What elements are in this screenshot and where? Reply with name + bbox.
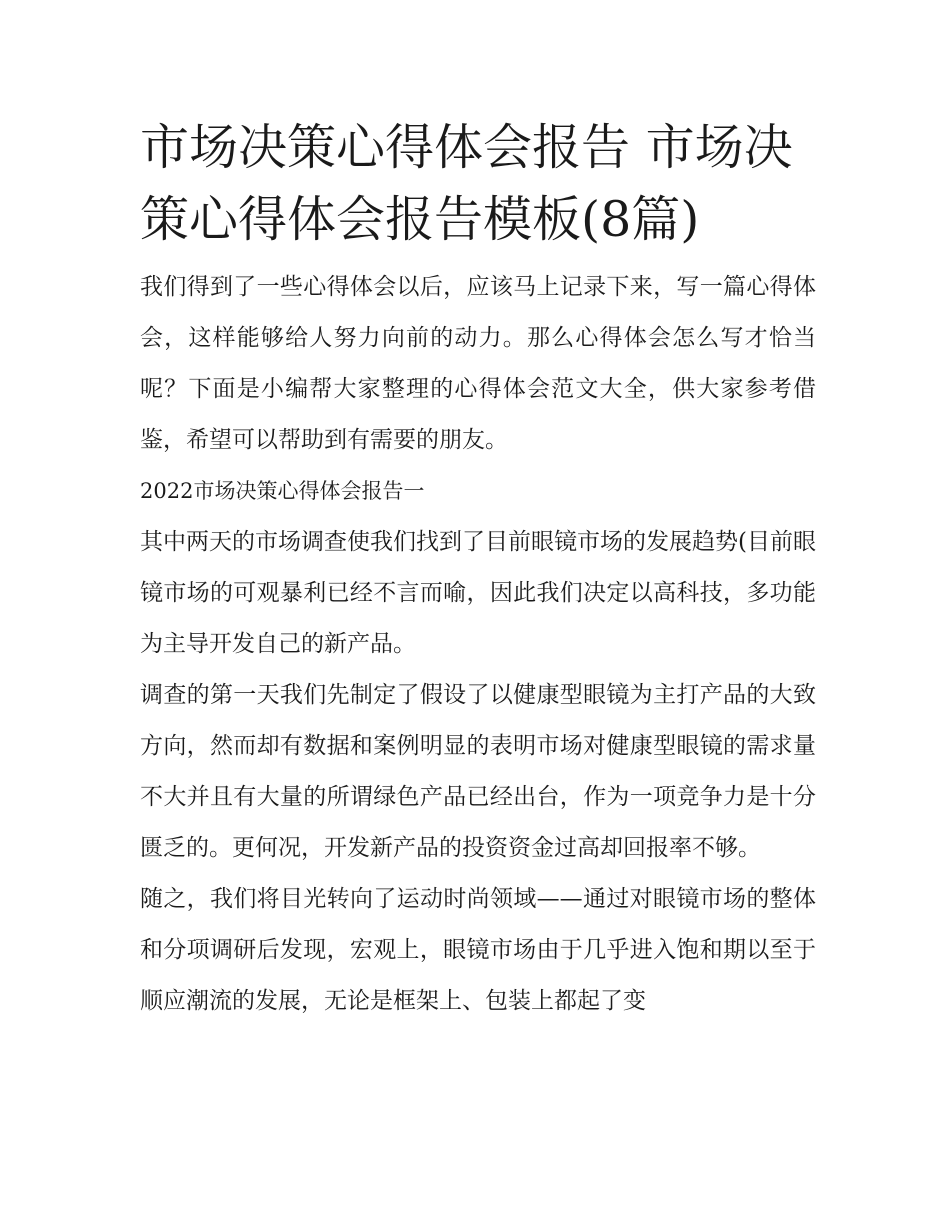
document-title: 市场决策心得体会报告 市场决策心得体会报告模板(8篇) [140,119,793,248]
body-paragraph-2: 调查的第一天我们先制定了假设了以健康型眼镜为主打产品的大致方向，然而却有数据和案例明显的表明市场对健康型眼镜的需求量不大并且有大量的所谓绿色产品已经出台，作为一项竞争力是十分匮乏的。更何况，开发新产品的投资资金过高却回报率不够。 [140,682,816,861]
intro-paragraph: 我们得到了一些心得体会以后，应该马上记录下来，写一篇心得体会，这样能够给人努力向前的动力。那么心得体会怎么写才恰当呢？下面是小编帮大家整理的心得体会范文大全，供大家参考借鉴，希望可以帮助到有需要的朋友。 [140,274,816,453]
document-body [140,112,816,1027]
section-heading: 2022市场决策心得体会报告一 [140,479,425,503]
body-paragraph-3: 随之，我们将目光转向了运动时尚领域——通过对眼镜市场的整体和分项调研后发现，宏观上，眼镜市场由于几乎进入饱和期以至于顺应潮流的发展，无论是框架上、包装上都起了变 [140,886,816,1014]
body-paragraph-1: 其中两天的市场调查使我们找到了目前眼镜市场的发展趋势(目前眼镜市场的可观暴利已经不言而喻，因此我们决定以高科技，多功能为主导开发自己的新产品。 [140,529,816,657]
